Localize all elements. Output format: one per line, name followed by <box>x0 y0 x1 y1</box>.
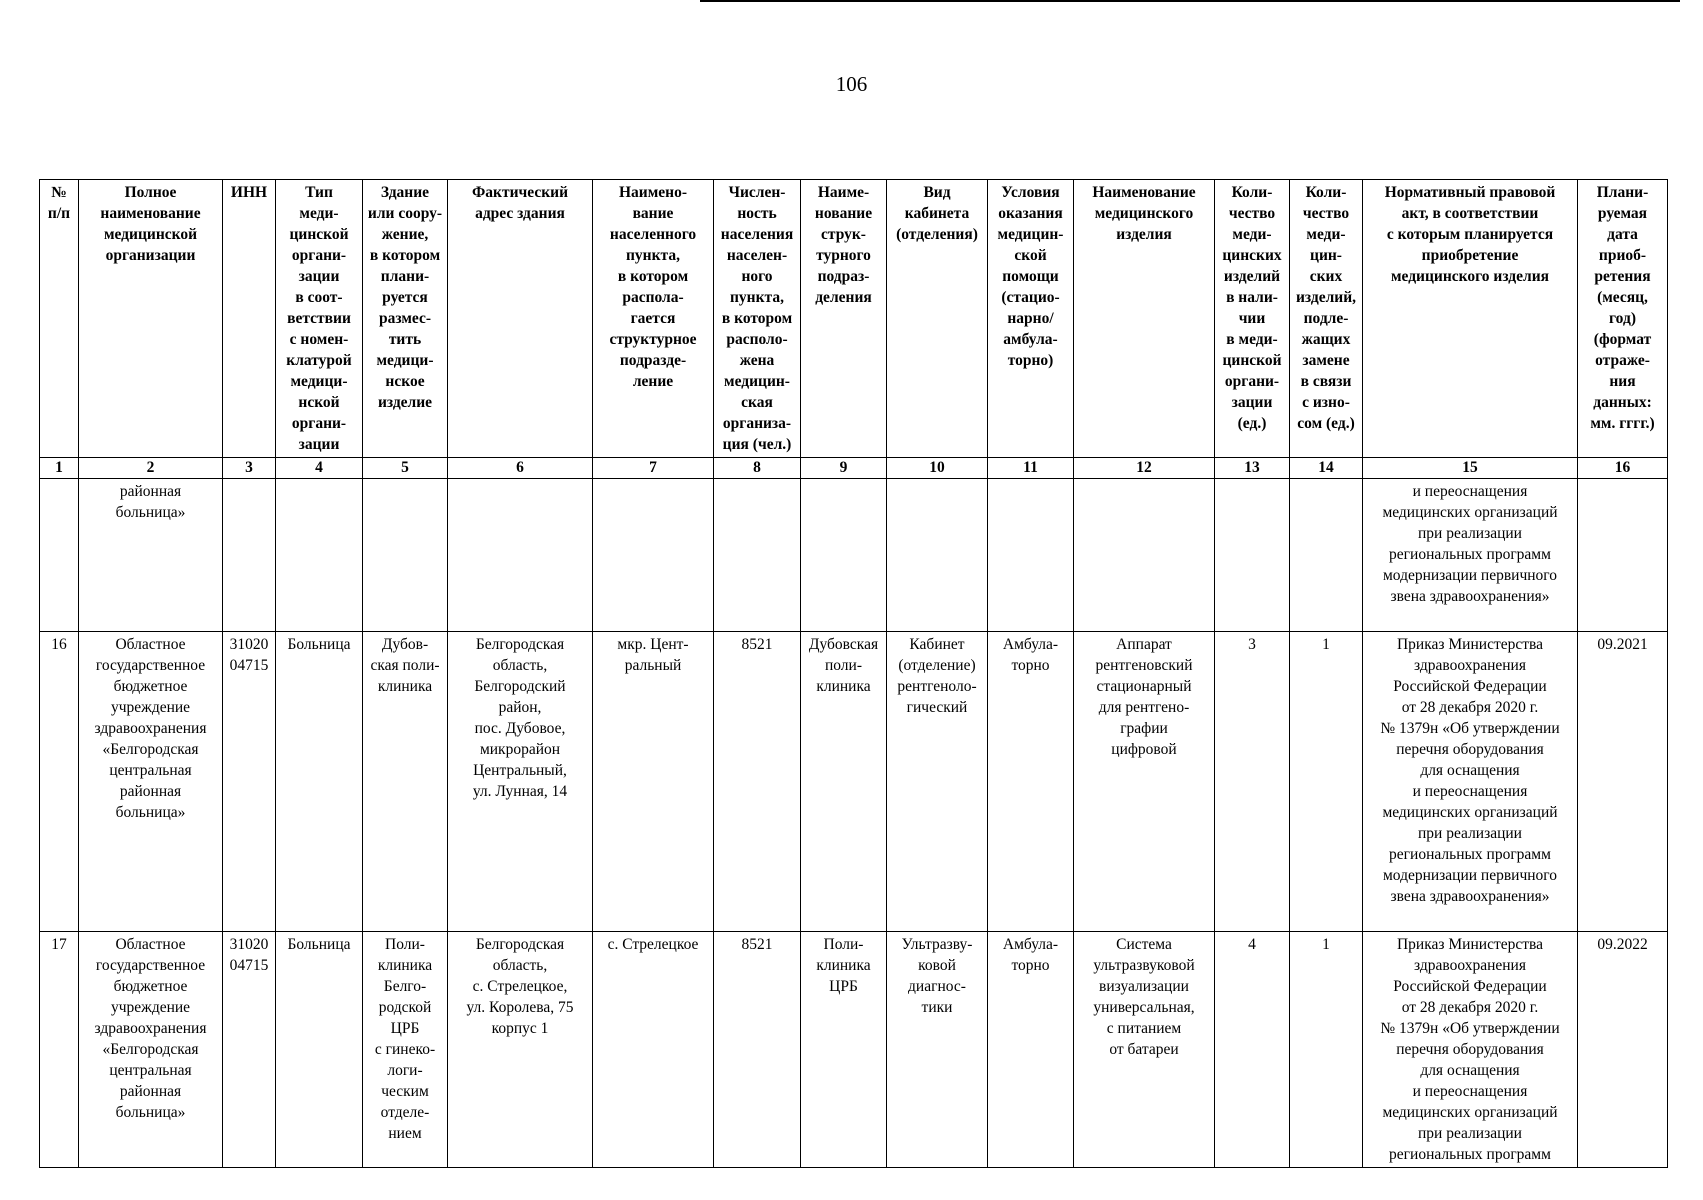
column-number: 8 <box>714 458 801 479</box>
qty-replace-cell: 1 <box>1290 932 1363 1168</box>
building-cell: Поли- клиника Белго- родской ЦРБ с гинеко- логи- ческим отделе- нием <box>363 932 448 1168</box>
table-cell <box>801 479 887 632</box>
inn-cell: 31020 04715 <box>223 932 276 1168</box>
device-cell: Аппарат рентгеновский стационарный для рентгено- графии цифровой <box>1074 632 1215 932</box>
org-type-cell: Больница <box>276 632 363 932</box>
conditions-cell: Амбула- торно <box>988 932 1074 1168</box>
column-number: 3 <box>223 458 276 479</box>
header-cell: Тип меди- цинской органи- зации в соот- ветствии с номен- клатурой медици- нской органи- зации <box>276 180 363 458</box>
table-cell <box>1215 479 1290 632</box>
unit-cell: Дубовская поли- клиника <box>801 632 887 932</box>
date-cell: 09.2022 <box>1578 932 1668 1168</box>
table-cell <box>1578 479 1668 632</box>
header-cell: Коли- чество меди- цинских изделий в нали- чии в меди- цинской органи- зации (ед.) <box>1215 180 1290 458</box>
org-name-cell: районная больница» <box>79 479 223 632</box>
column-number: 5 <box>363 458 448 479</box>
table-cell <box>988 479 1074 632</box>
population-cell: 8521 <box>714 932 801 1168</box>
header-cell: Наимено- вание населенного пункта, в котором распола- гается структурное подразде- ление <box>593 180 714 458</box>
table-row <box>40 932 1668 1168</box>
top-rule <box>700 0 1680 2</box>
cabinet-cell: Ультразву- ковой диагнос- тики <box>887 932 988 1168</box>
address-cell: Белгородская область, с. Стрелецкое, ул. Королева, 75 корпус 1 <box>448 932 593 1168</box>
org-name-cell: Областное государственное бюджетное учреждение здравоохранения «Белгородская центральная районная больница» <box>79 632 223 932</box>
qty-available-cell: 4 <box>1215 932 1290 1168</box>
header-cell: Числен- ность населения населен- ного пункта, в котором располо- жена медицин- ская организа- ция (чел.) <box>714 180 801 458</box>
header-cell: Вид кабинета (отделения) <box>887 180 988 458</box>
column-number: 2 <box>79 458 223 479</box>
cabinet-cell: Кабинет (отделение) рентгеноло- гический <box>887 632 988 932</box>
page-number: 106 <box>835 72 868 96</box>
table-cell <box>714 479 801 632</box>
qty-replace-cell: 1 <box>1290 632 1363 932</box>
table-cell <box>448 479 593 632</box>
unit-cell: Поли- клиника ЦРБ <box>801 932 887 1168</box>
header-cell: Плани- руемая дата приоб- ретения (месяц, год) (формат отраже- ния данных: мм. гггг.) <box>1578 180 1668 458</box>
header-cell: Наименование медицинского изделия <box>1074 180 1215 458</box>
column-number: 9 <box>801 458 887 479</box>
header-cell: Фактический адрес здания <box>448 180 593 458</box>
column-number: 6 <box>448 458 593 479</box>
column-number: 4 <box>276 458 363 479</box>
column-number: 13 <box>1215 458 1290 479</box>
header-cell: Коли- чество меди- цин- ских изделий, подле- жащих замене в связи с изно- сом (ед.) <box>1290 180 1363 458</box>
table-cell <box>40 479 79 632</box>
header-cell: Полное наименование медицинской организации <box>79 180 223 458</box>
qty-available-cell: 3 <box>1215 632 1290 932</box>
column-number: 15 <box>1363 458 1578 479</box>
header-row <box>40 180 1668 458</box>
population-cell: 8521 <box>714 632 801 932</box>
header-cell: Наиме- нование струк- турного подраз- деления <box>801 180 887 458</box>
column-number-row <box>40 458 1668 479</box>
conditions-cell: Амбула- торно <box>988 632 1074 932</box>
address-cell: Белгородская область, Белгородский район, пос. Дубовое, микрорайон Центральный, ул. Лунная, 14 <box>448 632 593 932</box>
column-number: 1 <box>40 458 79 479</box>
header-cell: № п/п <box>40 180 79 458</box>
building-cell: Дубов- ская поли- клиника <box>363 632 448 932</box>
legal-act-cell: и переоснащения медицинских организаций при реализации региональных программ модернизации первичного звена здравоохранения» <box>1363 479 1578 632</box>
column-number: 12 <box>1074 458 1215 479</box>
org-type-cell: Больница <box>276 932 363 1168</box>
legal-act-cell: Приказ Министерства здравоохранения Российской Федерации от 28 декабря 2020 г. № 1379н «Об утверждении перечня оборудования для оснащения и переоснащения медицинских организаций при реализации региональных программ <box>1363 932 1578 1168</box>
column-number: 11 <box>988 458 1074 479</box>
column-number: 7 <box>593 458 714 479</box>
table-cell <box>223 479 276 632</box>
org-name-cell: Областное государственное бюджетное учреждение здравоохранения «Белгородская центральная районная больница» <box>79 932 223 1168</box>
header-cell: ИНН <box>223 180 276 458</box>
header-cell: Здание или соору- жение, в котором плани- руется размес- тить медици- нское изделие <box>363 180 448 458</box>
column-number: 10 <box>887 458 988 479</box>
locality-cell: мкр. Цент- ральный <box>593 632 714 932</box>
legal-act-cell: Приказ Министерства здравоохранения Российской Федерации от 28 декабря 2020 г. № 1379н «Об утверждении перечня оборудования для оснащения и переоснащения медицинских организаций при реализации региональных программ модернизации первичного звена здравоохранения» <box>1363 632 1578 932</box>
table-cell <box>1290 479 1363 632</box>
inn-cell: 31020 04715 <box>223 632 276 932</box>
date-cell: 09.2021 <box>1578 632 1668 932</box>
header-cell: Нормативный правовой акт, в соответствии с которым планируется приобретение медицинского изделия <box>1363 180 1578 458</box>
table-cell <box>276 479 363 632</box>
table-cell <box>593 479 714 632</box>
header-cell: Условия оказания медицин- ской помощи (стацио- нарно/ амбула- торно) <box>988 180 1074 458</box>
table-row <box>40 632 1668 932</box>
row-number-cell: 17 <box>40 932 79 1168</box>
column-number: 14 <box>1290 458 1363 479</box>
row-number-cell: 16 <box>40 632 79 932</box>
continuation-row <box>40 479 1668 632</box>
table-cell <box>363 479 448 632</box>
column-number: 16 <box>1578 458 1668 479</box>
table-cell <box>887 479 988 632</box>
locality-cell: с. Стрелецкое <box>593 932 714 1168</box>
device-cell: Система ультразвуковой визуализации универсальная, с питанием от батареи <box>1074 932 1215 1168</box>
table-cell <box>1074 479 1215 632</box>
equipment-table <box>39 179 1668 1168</box>
